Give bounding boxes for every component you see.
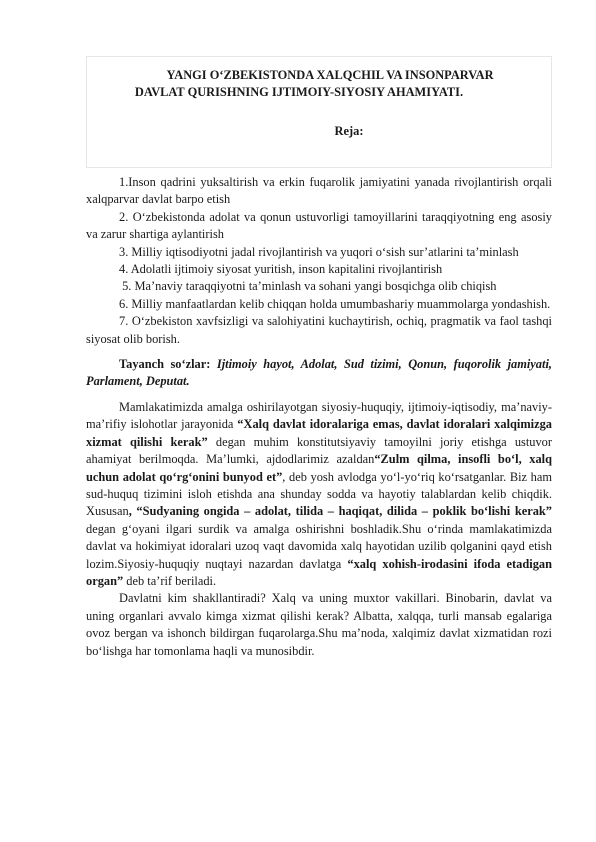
bold-quote: , “Sudyaning ongida – adolat, tilida – haqiqat, dilida – poklik bo‘lishi kerak” bbox=[128, 504, 552, 519]
keywords-list: Ijtimoiy hayot, Adolat, Sud tizimi, Qonun, fuqorolik jamiyati, Parlament, Deputat. bbox=[86, 357, 552, 389]
bold-quote: “xalq xohish-irodasini ifoda etadigan organ” bbox=[86, 556, 552, 588]
plan-item: 4. Adolatli ijtimoiy siyosat yuritish, inson kapitalini rivojlantirish bbox=[119, 262, 443, 277]
bold-quote: “Xalq davlat idoralariga emas, davlat idoralari xalqimizga xizmat qilishi kerak” bbox=[86, 417, 553, 449]
body-paragraph-1 bbox=[86, 399, 552, 590]
title-frame bbox=[86, 56, 552, 168]
text-run: degan g‘oyani ilgari surdik va amalga oshirishni boshladik.Shu o‘rinda mamlakatimizda davlat va hokimiyat idoralari uzoq vaqt davomida xalq hayotidan uzilib qolganini qayd etish lozim.Siyosiy-huquqiy nuqtayi nazardan davlatga bbox=[86, 521, 552, 571]
text-run: , deb yosh avlodga yo‘l-yo‘riq ko‘rsatganlar. Biz ham sud-huquq tizimini isloh etishda ana shunday sodda va hayotiy talablardan kelib chiqdik. Xususan bbox=[86, 469, 552, 519]
document-body bbox=[86, 174, 552, 660]
keywords-label: Tayanch so‘zlar: bbox=[119, 357, 211, 372]
plan-item: 5. Ma’naviy taraqqiyotni ta’minlash va sohani yangi bosqichga olib chiqish bbox=[119, 279, 497, 294]
plan-heading: Reja: bbox=[334, 124, 364, 138]
document-title bbox=[87, 67, 551, 101]
keywords-paragraph bbox=[86, 356, 552, 391]
title-line-1: YANGI O‘ZBEKISTONDA XALQCHIL VA INSONPARVAR bbox=[166, 68, 494, 82]
plan-item: 1.Inson qadrini yuksaltirish va erkin fuqarolik jamiyatini yanada rivojlantirish orqali xalqparvar davlat barpo etish bbox=[86, 175, 552, 207]
plan-item: 2. O‘zbekistonda adolat va qonun ustuvorligi tamoyillarini taraqqiyotning eng asosiy va zarur shartiga aylantirish bbox=[86, 209, 552, 242]
title-line-2: DAVLAT QURISHNING IJTIMOIY-SIYOSIY AHAMIYATI. bbox=[134, 85, 464, 99]
text-run: deb ta’rif beriladi. bbox=[123, 573, 217, 588]
text-run: Mamlakatimizda amalga oshirilayotgan siyosiy-huquqiy, ijtimoiy-iqtisodiy, ma’naviy-ma’rifiy islohotlar jarayonida bbox=[86, 399, 552, 432]
bold-quote: “Zulm qilma, insofli bo‘l, xalq uchun adolat qo‘rg‘onini bunyod et” bbox=[86, 452, 552, 484]
plan-item: 3. Milliy iqtisodiyotni jadal rivojlantirish va yuqori o‘sish sur’atlarini ta’minlash bbox=[119, 244, 519, 259]
plan-item: 6. Milliy manfaatlardan kelib chiqqan holda umumbashariy muammolarga yondashish. bbox=[119, 296, 551, 311]
text-run: degan muhim konstitutsiyaviy tamoyilni joriy etishga ustuvor ahamiyat berilmoqda. Ma’lumki, ajdodlarimiz azaldan bbox=[86, 434, 552, 467]
plan-item: 7. O‘zbekiston xavfsizligi va salohiyatini kuchaytirish, ochiq, pragmatik va faol tashqi siyosat olib borish. bbox=[86, 314, 552, 346]
body-paragraph-2: Davlatni kim shakllantiradi? Xalq va uning muxtor vakillari. Binobarin, davlat va uning organlari avvalo kimga xizmat qilishi kerak? Albatta, xalqqa, turli mansab egalariga ovoz bergan va ishonch bildirgan fuqarolarga.Shu ma’noda, xalqimiz davlat xizmatidan rozi bo‘lishga har tomonlama haqli va munosibdir. bbox=[86, 591, 552, 658]
